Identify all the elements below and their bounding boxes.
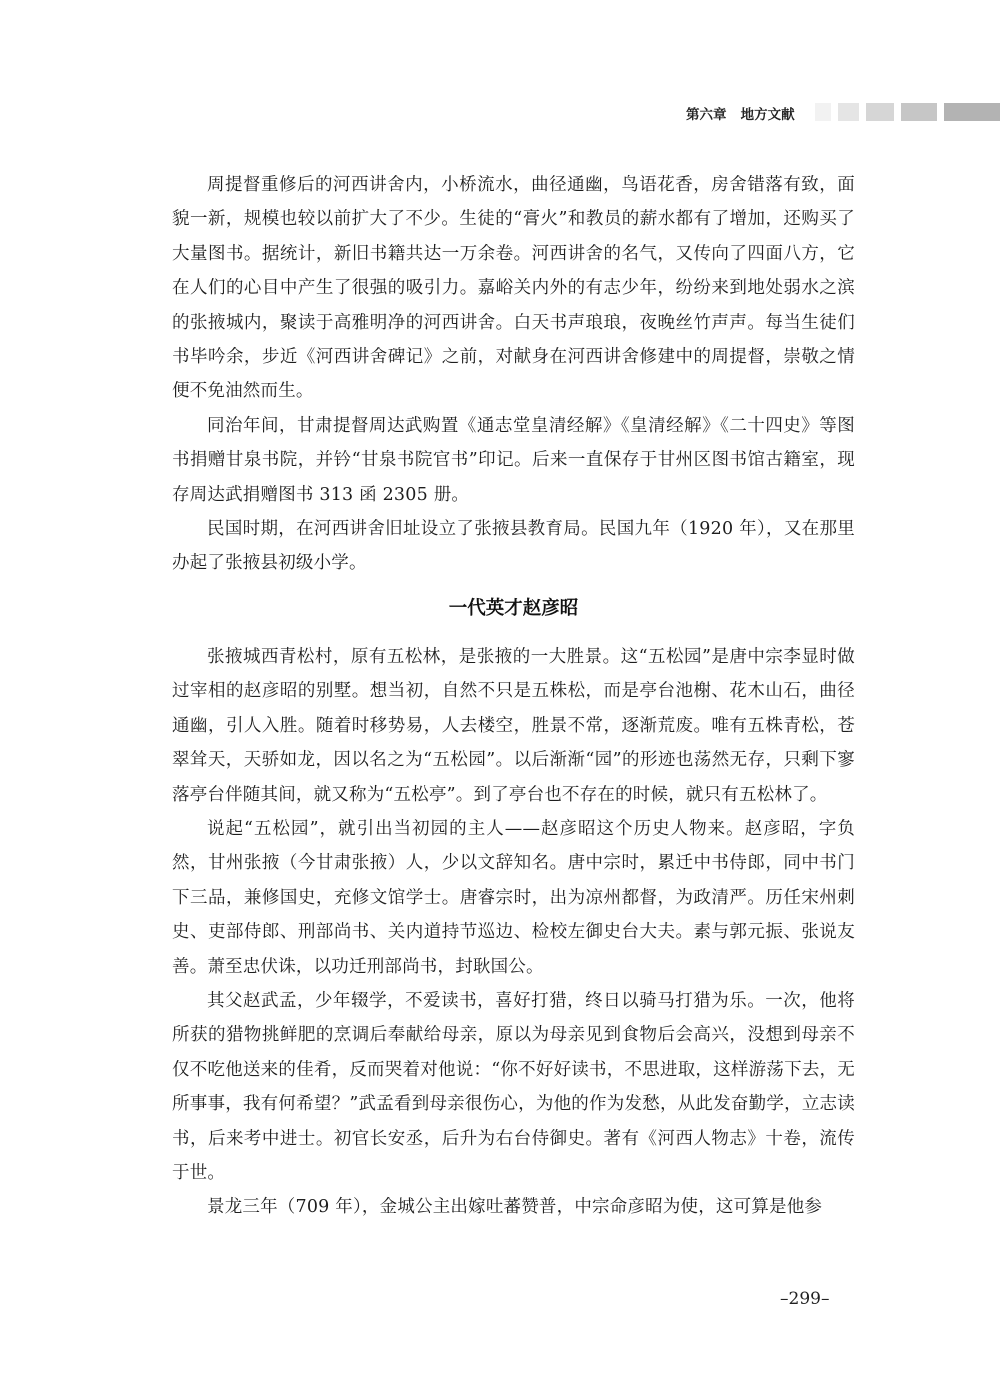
paragraph: 同治年间，甘肃提督周达武购置《通志堂皇清经解》《皇清经解》《二十四史》等图书捐赠甘泉书院，并钤“甘泉书院官书”印记。后来一直保存于甘州区图书馆古籍室，现存周达武捐赠图书 313 函 2305 册。 — [172, 415, 855, 505]
chapter-number: 第六章 — [686, 107, 727, 123]
section-heading: 一代英才赵彦昭 — [448, 597, 579, 619]
header-bar-2 — [838, 103, 859, 121]
page-number: –299– — [780, 1289, 830, 1309]
paragraph: 景龙三年（709 年），金城公主出嫁吐蕃赞普，中宗命彦昭为使，这可算是他参 — [207, 1197, 823, 1218]
page-body — [172, 168, 855, 1225]
header-bar-1 — [815, 103, 831, 121]
chapter-title — [686, 103, 795, 123]
paragraph: 其父赵武孟，少年辍学，不爱读书，喜好打猎，终日以骑马打猎为乐。一次，他将所获的猎物挑鲜肥的烹调后奉献给母亲，原以为母亲见到食物后会高兴，没想到母亲不仅不吃他送来的佳肴，反而哭着对他说：“你不好好读书，不思进取，这样游荡下去，无所事事，我有何希望？”武孟看到母亲很伤心，为他的作为发愁，从此发奋勤学，立志读书，后来考中进士。初官长安丞，后升为右台侍御史。著有《河西人物志》十卷，流传于世。 — [172, 990, 855, 1183]
paragraph: 说起“五松园”，就引出当初园的主人——赵彦昭这个历史人物来。赵彦昭，字负然，甘州张掖（今甘肃张掖）人，少以文辞知名。唐中宗时，累迁中书侍郎，同中书门下三品，兼修国史，充修文馆学士。唐睿宗时，出为凉州都督，为政清严。历任宋州刺史、吏部侍郎、刑部尚书、关内道持节巡边、检校左御史台大夫。素与郭元振、张说友善。萧至忠伏诛，以功迁刑部尚书，封耿国公。 — [172, 818, 855, 977]
header-bar-4 — [901, 103, 937, 121]
paragraph: 张掖城西青松村，原有五松林，是张掖的一大胜景。这“五松园”是唐中宗李显时做过宰相的赵彦昭的别墅。想当初，自然不只是五株松，而是亭台池榭、花木山石，曲径通幽，引人入胜。随着时移势易，人去楼空，胜景不常，逐渐荒废。唯有五株青松，苍翠耸天，天骄如龙，因以名之为“五松园”。以后渐渐“园”的形迹也荡然无存，只剩下寥落亭台伴随其间，就又称为“五松亭”。到了亭台也不存在的时候，就只有五松林了。 — [172, 646, 855, 805]
paragraph: 民国时期，在河西讲舍旧址设立了张掖县教育局。民国九年（1920 年），又在那里办起了张掖县初级小学。 — [172, 519, 855, 574]
header-bar-5 — [944, 103, 1000, 121]
header-bar-3 — [866, 103, 894, 121]
paragraph: 周提督重修后的河西讲舍内，小桥流水，曲径通幽，鸟语花香，房舍错落有致，面貌一新，规模也较以前扩大了不少。生徒的“膏火”和教员的薪水都有了增加，还购买了大量图书。据统计，新旧书籍共达一万余卷。河西讲舍的名气，又传向了四面八方，它在人们的心目中产生了很强的吸引力。嘉峪关内外的有志少年，纷纷来到地处弱水之滨的张掖城内，聚读于高雅明净的河西讲舍。白天书声琅琅，夜晚丝竹声声。每当生徒们书毕吟余，步近《河西讲舍碑记》之前，对献身在河西讲舍修建中的周提督，崇敬之情便不免油然而生。 — [172, 175, 855, 402]
running-header — [0, 99, 1000, 127]
chapter-name: 地方文献 — [740, 107, 795, 123]
